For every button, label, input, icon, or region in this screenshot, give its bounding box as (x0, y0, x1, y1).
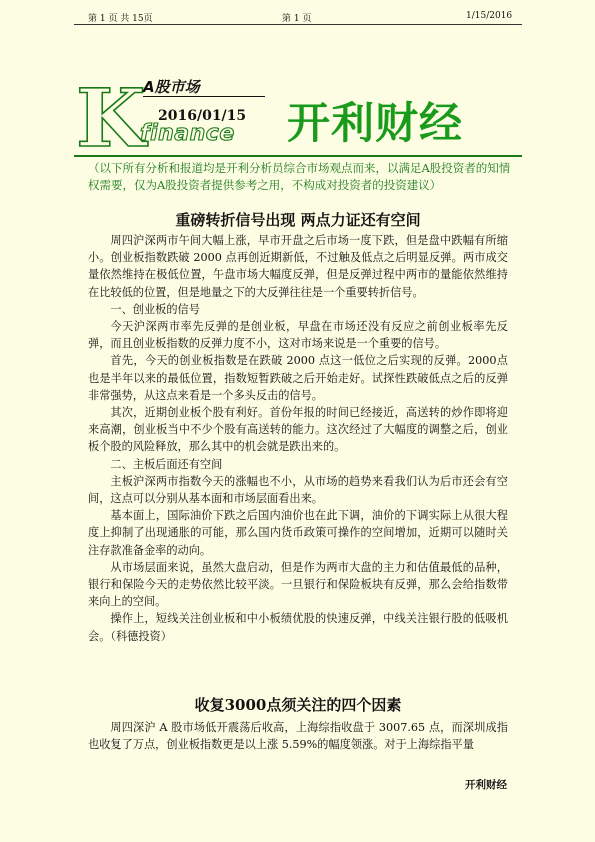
page-count: 第 1 页 共 15页 (88, 14, 153, 24)
header-date: 1/15/2016 (466, 11, 513, 21)
article-2-title: 收复3000点须关注的四个因素 (194, 696, 402, 714)
paragraph: 今天沪深两市率先反弹的是创业板，早盘在市场还没有反应之前创业板率先反弹，而且创业板指数的反弹力度不小，这对市场来说是一个重要的信号。 (88, 320, 508, 351)
paragraph: 周四沪深两市午间大幅上涨，早市开盘之后市场一度下跌，但是盘中跌幅有所缩小。创业板指数跌破 2000 点再创近期新低，不过触及低点之后明显反弹。两市成交量依然维持在极低位置，午盘市场大幅度反弹，但是反弹过程中两市的量能依然维持在比较低的位置，但是地量之下的大反弹往往是一个重要转折信号。 (88, 234, 508, 299)
paragraph: 其次，近期创业板个股有利好。首份年报的时间已经接近，高送转的炒作即将迎来高潮，创业板当中不少个股有高送转的能力。这次经过了大幅度的调整之后，创业板个股的风险释放，那么其中的机会就是跌出来的。 (88, 406, 508, 454)
brand-title: 开利财经 (287, 99, 463, 149)
paragraph: 首先，今天的创业板指数是在跌破 2000 点这一低位之后实现的反弹。2000点也是半年以来的最低位置，指数短暂跌破之后开始走好。试探性跌破低点之后的反弹非常强势，从这点来看是一个多头反击的信号。 (88, 354, 508, 402)
section-label: A股市场 (143, 78, 200, 96)
paragraph: 主板沪深两市指数今天的涨幅也不小，从市场的趋势来看我们认为后市还会有空间，这点可以分别从基本面和市场层面看出来。 (88, 474, 508, 506)
article-1-title: 重磅转折信号出现 两点力证还有空间 (175, 211, 421, 229)
paragraph: 操作上，短线关注创业板和中小板绩优股的快速反弹，中线关注银行股的低吸机会。（科德投资） (88, 612, 508, 643)
article-2-body (88, 719, 508, 753)
subheading: 一、创业板的信号 (110, 302, 200, 316)
header-rule (74, 24, 522, 25)
page-number: 第 1 页 (282, 14, 312, 24)
paragraph: 基本面上，国际油价下跌之后国内油价也在此下调，油价的下调实际上从很大程度上抑制了出现通胀的可能，那么国内货币政策可操作的空间增加，近期可以随时关注存款准备金率的动向。 (88, 509, 508, 557)
article-1-body (88, 232, 508, 645)
masthead-rule (74, 155, 522, 157)
paragraph: 周四深沪 A 股市场低开震荡后收高，上海综指收盘于 3007.65 点，而深圳成指也收复了万点，创业板指数更是以上涨 5.59%的幅度领涨。对于上海综指平量 (88, 721, 508, 752)
footer-brand: 开利财经 (465, 779, 507, 791)
section-rule (143, 96, 265, 97)
subheading: 二、主板后面还有空间 (110, 457, 223, 471)
issue-date: 2016/01/15 (158, 108, 247, 124)
svg-text:K: K (76, 76, 146, 154)
disclaimer: （以下所有分析和报道均是开利分析员综合市场观点而来，以满足A股投资者的知情权需要，仅为A股投资者提供参考之用，不构成对投资者的投资建议） (88, 161, 511, 192)
paragraph: 从市场层面来说，虽然大盘启动，但是作为两市大盘的主力和估值最低的品种，银行和保险今天的走势依然比较平淡。一旦银行和保险板块有反弹，那么会给指数带来向上的空间。 (88, 560, 508, 609)
finance-wordmark: finance (140, 121, 235, 146)
